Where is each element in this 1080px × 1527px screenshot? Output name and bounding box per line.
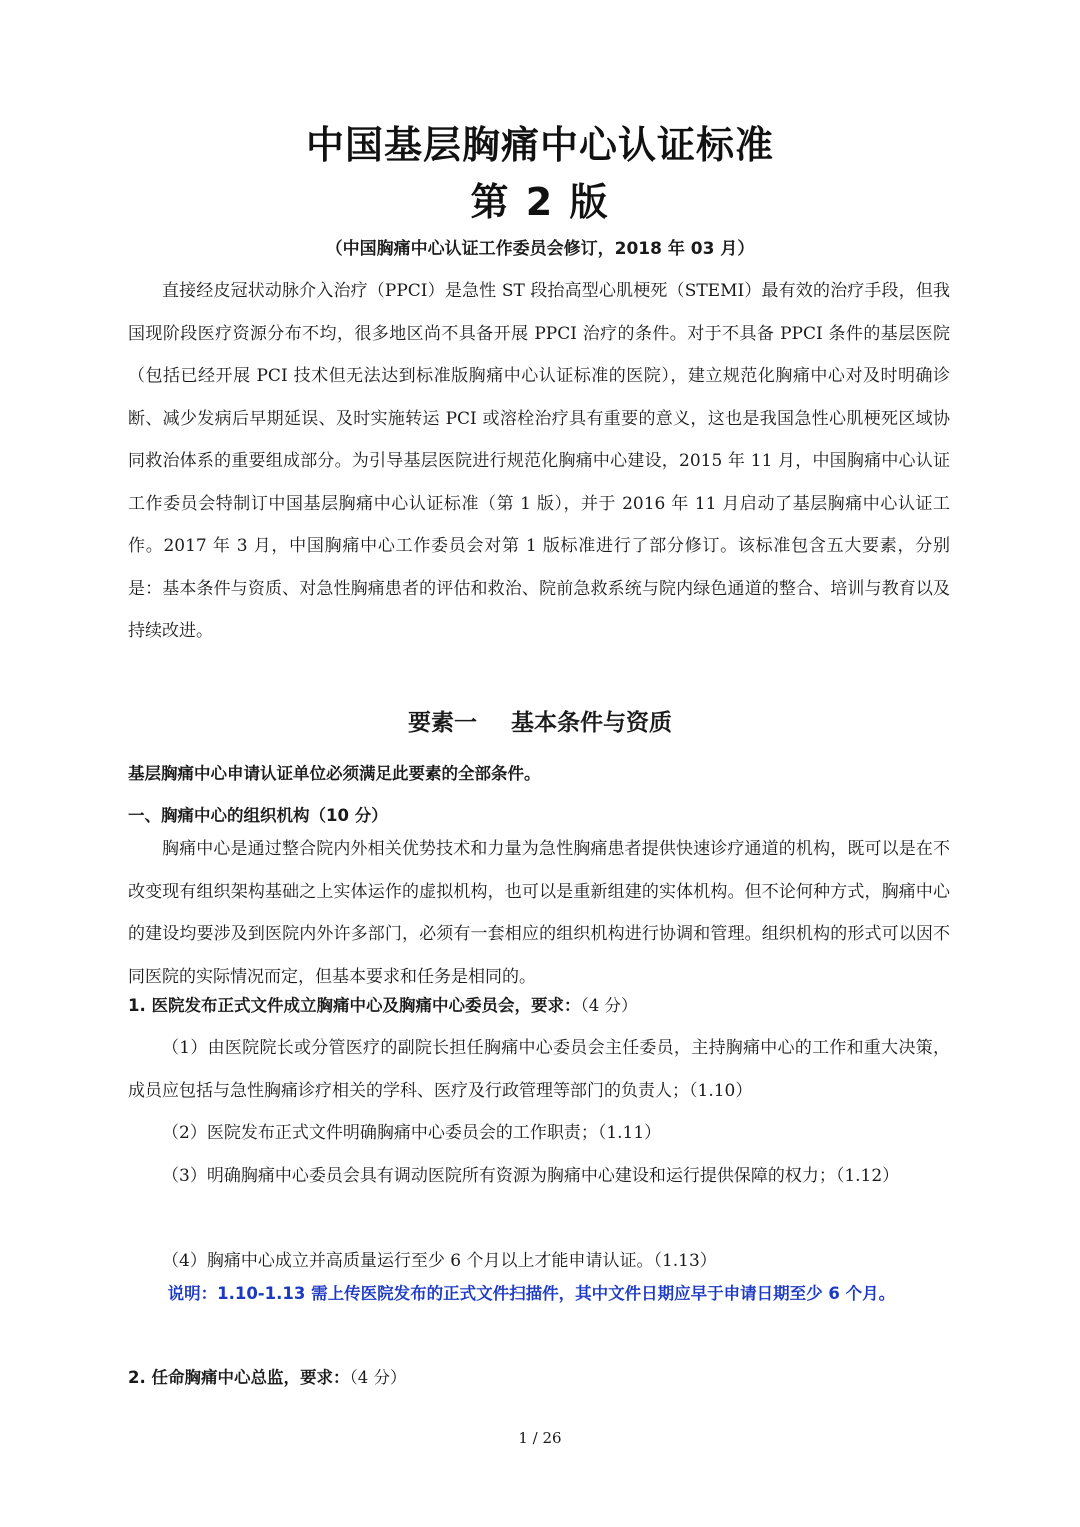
section-label: 要素一: [408, 710, 477, 736]
item-title: 1. 医院发布正式文件成立胸痛中心及胸痛中心委员会，要求：: [128, 996, 581, 1015]
list-item: （4）胸痛中心成立并高质量运行至少 6 个月以上才能申请认证。（1.13）: [162, 1251, 717, 1271]
document-edition: 第 2 版: [470, 180, 610, 224]
list-item: （3）明确胸痛中心委员会具有调动医院所有资源为胸痛中心建设和运行提供保障的权力；（1.12）: [162, 1166, 900, 1186]
section-requirement: 基层胸痛中心申请认证单位必须满足此要素的全部条件。: [128, 764, 541, 783]
section-heading: [0, 700, 1080, 746]
item-title: 2. 任命胸痛中心总监，要求：: [128, 1368, 350, 1387]
document-subtitle: （中国胸痛中心认证工作委员会修订，2018 年 03 月）: [325, 239, 755, 259]
item-heading: [128, 990, 950, 1022]
subsection-description: 胸痛中心是通过整合院内外相关优势技术和力量为急性胸痛患者提供快速诊疗通道的机构，既可以是在不改变现有组织架构基础之上实体运作的虚拟机构，也可以是重新组建的实体机构。但不论何种方式，胸痛中心的建设均要涉及到医院内外许多部门，必须有一套相应的组织机构进行协调和管理。组织机构的形式可以因不同医院的实际情况而定，但基本要求和任务是相同的。: [128, 839, 950, 987]
item-score: （4 分）: [580, 996, 638, 1015]
list-item: （2）医院发布正式文件明确胸痛中心委员会的工作职责；（1.11）: [162, 1123, 662, 1143]
document-title: 中国基层胸痛中心认证标准: [305, 123, 774, 167]
page-number: 1 / 26: [518, 1429, 562, 1447]
intro-paragraph: 直接经皮冠状动脉介入治疗（PPCI）是急性 ST 段抬高型心肌梗死（STEMI）最有效的治疗手段，但我国现阶段医疗资源分布不均，很多地区尚不具备开展 PPCI 治疗的条件。对于不具备 PPCI 条件的基层医院（包括已经开展 PCI 技术但无法达到标准版胸痛中心认证标准的医院），建立规范化胸痛中心对及时明确诊断、减少发病后早期延误、及时实施转运 PCI 或溶栓治疗具有重要的意义，这也是我国急性心肌梗死区域协同救治体系的重要组成部分。为引导基层医院进行规范化胸痛中心建设，2015 年 11 月，中国胸痛中心认证工作委员会特制订中国基层胸痛中心认证标准（第 1 版），并于 2016 年 11 月启动了基层胸痛中心认证工作。2017 年 3 月，中国胸痛中心工作委员会对第 1 版标准进行了部分修订。该标准包含五大要素，分别是：基本条件与资质、对急性胸痛患者的评估和救治、院前急救系统与院内绿色通道的整合、培训与教育以及持续改进。: [128, 281, 950, 641]
section-title: 基本条件与资质: [511, 710, 672, 736]
note-text: 说明：1.10-1.13 需上传医院发布的正式文件扫描件，其中文件日期应早于申请日期至少 6 个月。: [167, 1284, 896, 1303]
list-item: （1）由医院院长或分管医疗的副院长担任胸痛中心委员会主任委员，主持胸痛中心的工作和重大决策，成员应包括与急性胸痛诊疗相关的学科、医疗及行政管理等部门的负责人；（1.10）: [128, 1038, 950, 1101]
item-heading: [128, 1362, 950, 1394]
item-score: （4 分）: [349, 1368, 407, 1387]
subsection-title: 一、胸痛中心的组织机构（10 分）: [128, 806, 388, 825]
